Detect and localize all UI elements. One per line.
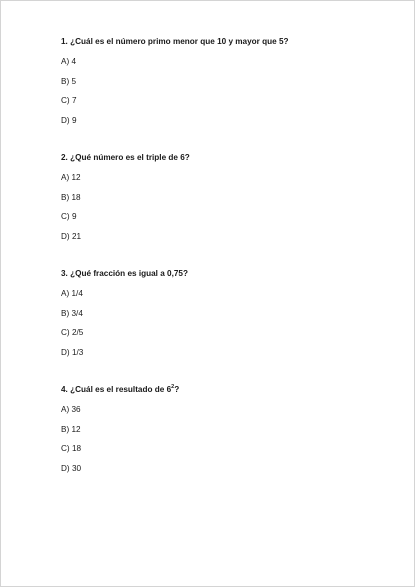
question-2-title [61,152,381,163]
question-1 [61,36,381,126]
option-text: 21 [71,231,82,241]
option-letter: A ) [61,173,71,182]
option-text: 1/3 [71,347,84,357]
question-1-title [61,36,381,47]
option-letter: C ) [61,96,72,105]
option-letter: D ) [61,232,72,241]
option-text: 3/4 [71,308,83,318]
option-text: 1/4 [71,289,83,298]
option-text: 5 [71,76,77,86]
option-letter: A ) [61,57,71,66]
question-4-text: ¿Cuál es el resultado de 6 [70,385,172,394]
option-text: 4 [71,57,77,66]
question-3-option-a[interactable] [61,288,381,299]
option-letter: D ) [61,348,72,357]
question-1-option-d[interactable] [61,115,381,126]
question-2-option-a[interactable] [61,172,381,183]
option-text: 18 [71,444,82,453]
option-letter: B ) [61,77,71,86]
question-4-option-d[interactable] [61,463,381,474]
option-letter: C ) [61,444,72,453]
option-letter: B ) [61,425,71,434]
question-4-option-b[interactable] [61,424,381,435]
option-text: 36 [71,405,81,414]
question-2-text: ¿Qué número es el triple de 6? [70,153,190,162]
question-2-number: 2. [61,153,68,162]
question-4 [61,384,381,474]
question-4-title [61,384,381,395]
option-letter: A ) [61,405,71,414]
question-1-option-b[interactable] [61,76,381,87]
option-text: 18 [71,192,81,202]
question-1-text: ¿Cuál es el número primo menor que 10 y mayor que 5? [70,37,289,46]
option-text: 9 [71,212,77,221]
question-3-option-b[interactable] [61,308,381,319]
question-1-number: 1. [61,37,68,46]
question-4-number: 4. [61,385,68,394]
option-letter: D ) [61,464,72,473]
question-3-text: ¿Qué fracción es igual a 0,75? [70,269,188,278]
question-2-option-c[interactable] [61,211,381,222]
option-letter: C ) [61,328,72,337]
option-text: 12 [71,424,81,434]
option-text: 12 [71,173,81,182]
option-letter: B ) [61,309,71,318]
option-text: 30 [71,463,82,473]
question-3-option-c[interactable] [61,327,381,338]
question-2 [61,152,381,242]
option-letter: B ) [61,193,71,202]
question-3-number: 3. [61,269,68,278]
question-3 [61,268,381,358]
question-3-option-d[interactable] [61,347,381,358]
option-text: 7 [71,96,77,105]
question-3-title [61,268,381,279]
option-text: 9 [71,115,77,125]
question-2-option-b[interactable] [61,192,381,203]
question-1-option-a[interactable] [61,56,381,67]
option-text: 2/5 [71,328,84,337]
option-letter: D ) [61,116,72,125]
question-2-option-d[interactable] [61,231,381,242]
question-4-option-c[interactable] [61,443,381,454]
question-4-text-end: ? [174,385,180,394]
question-4-exponent: 2 [171,384,175,390]
question-1-option-c[interactable] [61,95,381,106]
option-letter: C ) [61,212,72,221]
option-letter: A ) [61,289,71,298]
question-4-option-a[interactable] [61,404,381,415]
